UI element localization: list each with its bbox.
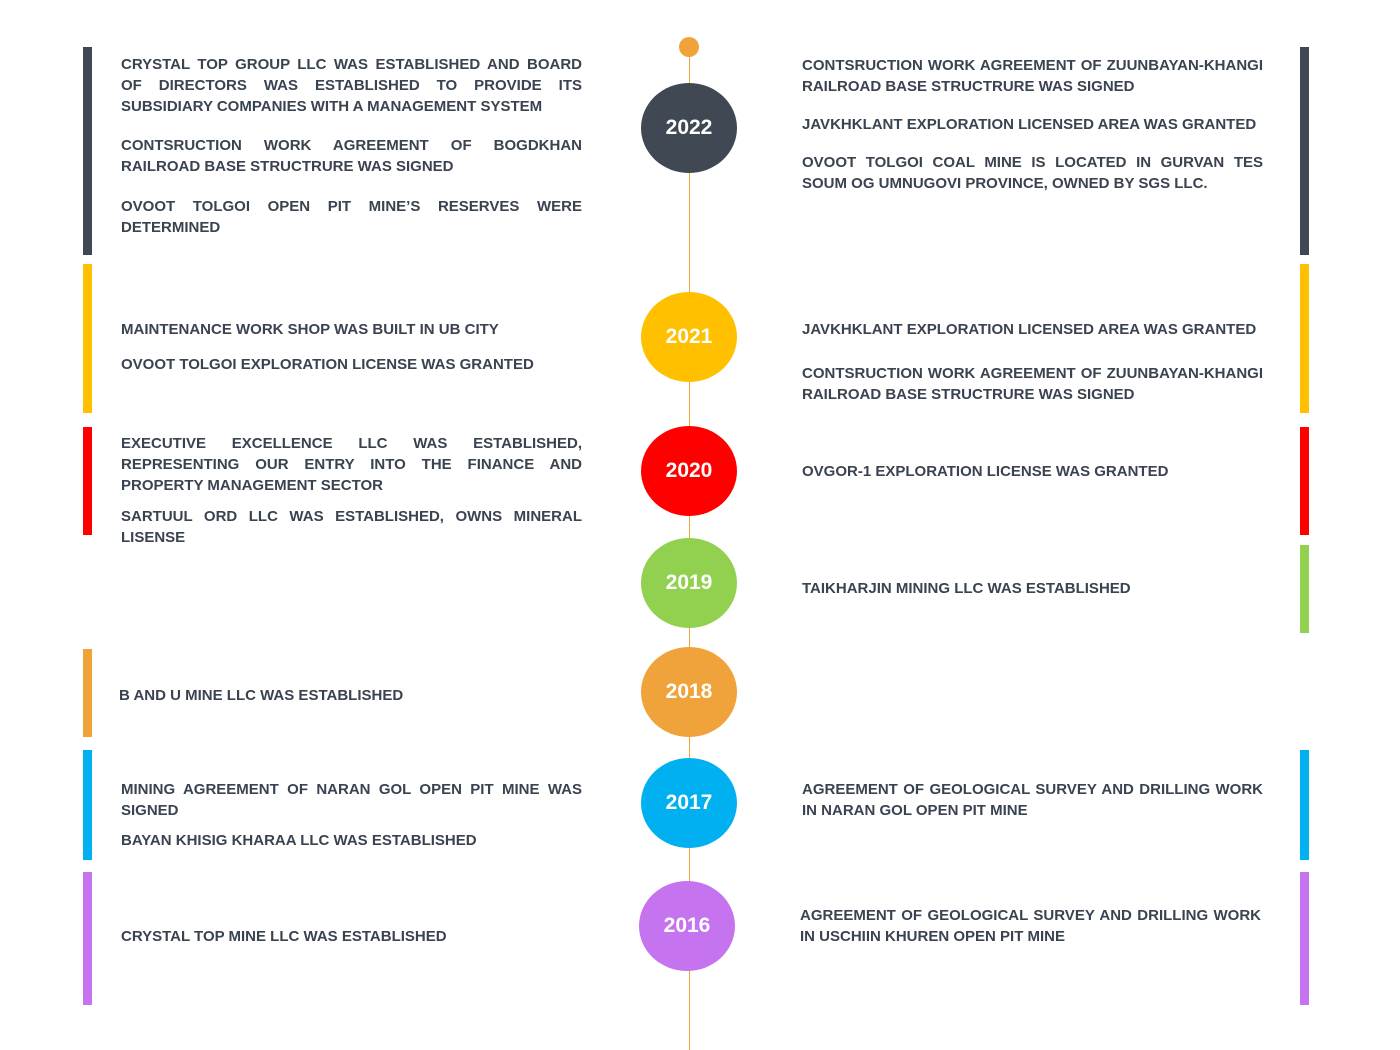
event-2017-left-2: BAYAN KHISIG KHARAA LLC WAS ESTABLISHED	[121, 832, 477, 849]
year-2020-right-bar	[1300, 427, 1309, 535]
year-2021-circle	[641, 292, 737, 382]
event-2022-right-1: CONTSRUCTION WORK AGREEMENT OF ZUUNBAYAN-KHANGI RAILROAD BASE STRUCTRURE WAS SIGNED	[802, 57, 1263, 95]
event-2017-right-1: AGREEMENT OF GEOLOGICAL SURVEY AND DRILLING WORK IN NARAN GOL OPEN PIT MINE	[802, 781, 1263, 819]
year-2017-left-bar	[83, 750, 92, 860]
year-2017-label: 2017	[665, 791, 713, 814]
event-2021-left-2: OVOOT TOLGOI EXPLORATION LICENSE WAS GRANTED	[121, 356, 534, 373]
year-2018-left-bar	[83, 649, 92, 737]
year-2021-left-bar	[83, 264, 92, 413]
year-2020-left-bar	[83, 427, 92, 535]
year-2020-label: 2020	[665, 459, 713, 482]
event-2022-left-3: OVOOT TOLGOI OPEN PIT MINE’S RESERVES WERE DETERMINED	[121, 198, 582, 236]
event-2022-right-3: OVOOT TOLGOI COAL MINE IS LOCATED IN GURVAN TES SOUM OG UMNUGOVI PROVINCE, OWNED BY SGS LLC.	[802, 154, 1263, 192]
event-2018-left-1: B AND U MINE LLC WAS ESTABLISHED	[119, 687, 404, 704]
year-2021-label: 2021	[665, 325, 713, 348]
year-2017-circle	[641, 758, 737, 848]
event-2020-right-1: OVGOR-1 EXPLORATION LICENSE WAS GRANTED	[802, 463, 1169, 480]
year-2016-label: 2016	[663, 914, 711, 937]
event-2020-left-2: SARTUUL ORD LLC WAS ESTABLISHED, OWNS MINERAL LISENSE	[121, 508, 582, 546]
year-2019-right-bar	[1300, 545, 1309, 633]
event-2022-right-2: JAVKHKLANT EXPLORATION LICENSED AREA WAS GRANTED	[802, 116, 1257, 133]
year-2017-right-bar	[1300, 750, 1309, 860]
year-2022-right-bar	[1300, 47, 1309, 255]
year-2018-label: 2018	[665, 680, 713, 703]
year-2016-right-bar	[1300, 872, 1309, 1005]
year-2020-circle	[641, 426, 737, 516]
year-2016-circle	[639, 881, 735, 971]
event-2021-right-2: CONTSRUCTION WORK AGREEMENT OF ZUUNBAYAN-KHANGI RAILROAD BASE STRUCTRURE WAS SIGNED	[802, 365, 1263, 403]
event-2017-left-1: MINING AGREEMENT OF NARAN GOL OPEN PIT MINE WAS SIGNED	[121, 781, 582, 819]
event-2020-left-1: EXECUTIVE EXCELLENCE LLC WAS ESTABLISHED, REPRESENTING OUR ENTRY INTO THE FINANCE AND PROPERTY MANAGEMENT SECTOR	[121, 435, 582, 494]
year-2018-circle	[641, 647, 737, 737]
year-2022-label: 2022	[665, 116, 713, 139]
event-2021-left-1: MAINTENANCE WORK SHOP WAS BUILT IN UB CITY	[121, 321, 499, 338]
event-2019-right-1: TAIKHARJIN MINING LLC WAS ESTABLISHED	[802, 580, 1131, 597]
year-2021-right-bar	[1300, 264, 1309, 413]
event-2016-right-1: AGREEMENT OF GEOLOGICAL SURVEY AND DRILLING WORK IN USCHIIN KHUREN OPEN PIT MINE	[800, 907, 1261, 945]
year-2016-left-bar	[83, 872, 92, 1005]
timeline-start-dot	[679, 37, 699, 57]
event-2022-left-1: CRYSTAL TOP GROUP LLC WAS ESTABLISHED AND BOARD OF DIRECTORS WAS ESTABLISHED TO PROVIDE ITS SUBSIDIARY COMPANIES WITH A MANAGEMENT SYSTEM	[121, 56, 582, 115]
year-2022-circle	[641, 83, 737, 173]
event-2021-right-1: JAVKHKLANT EXPLORATION LICENSED AREA WAS GRANTED	[802, 321, 1257, 338]
year-2019-label: 2019	[665, 571, 713, 594]
year-2022-left-bar	[83, 47, 92, 255]
event-2022-left-2: CONTSRUCTION WORK AGREEMENT OF BOGDKHAN RAILROAD BASE STRUCTRURE WAS SIGNED	[121, 137, 582, 175]
event-2016-left-1: CRYSTAL TOP MINE LLC WAS ESTABLISHED	[121, 928, 447, 945]
year-2019-circle	[641, 538, 737, 628]
